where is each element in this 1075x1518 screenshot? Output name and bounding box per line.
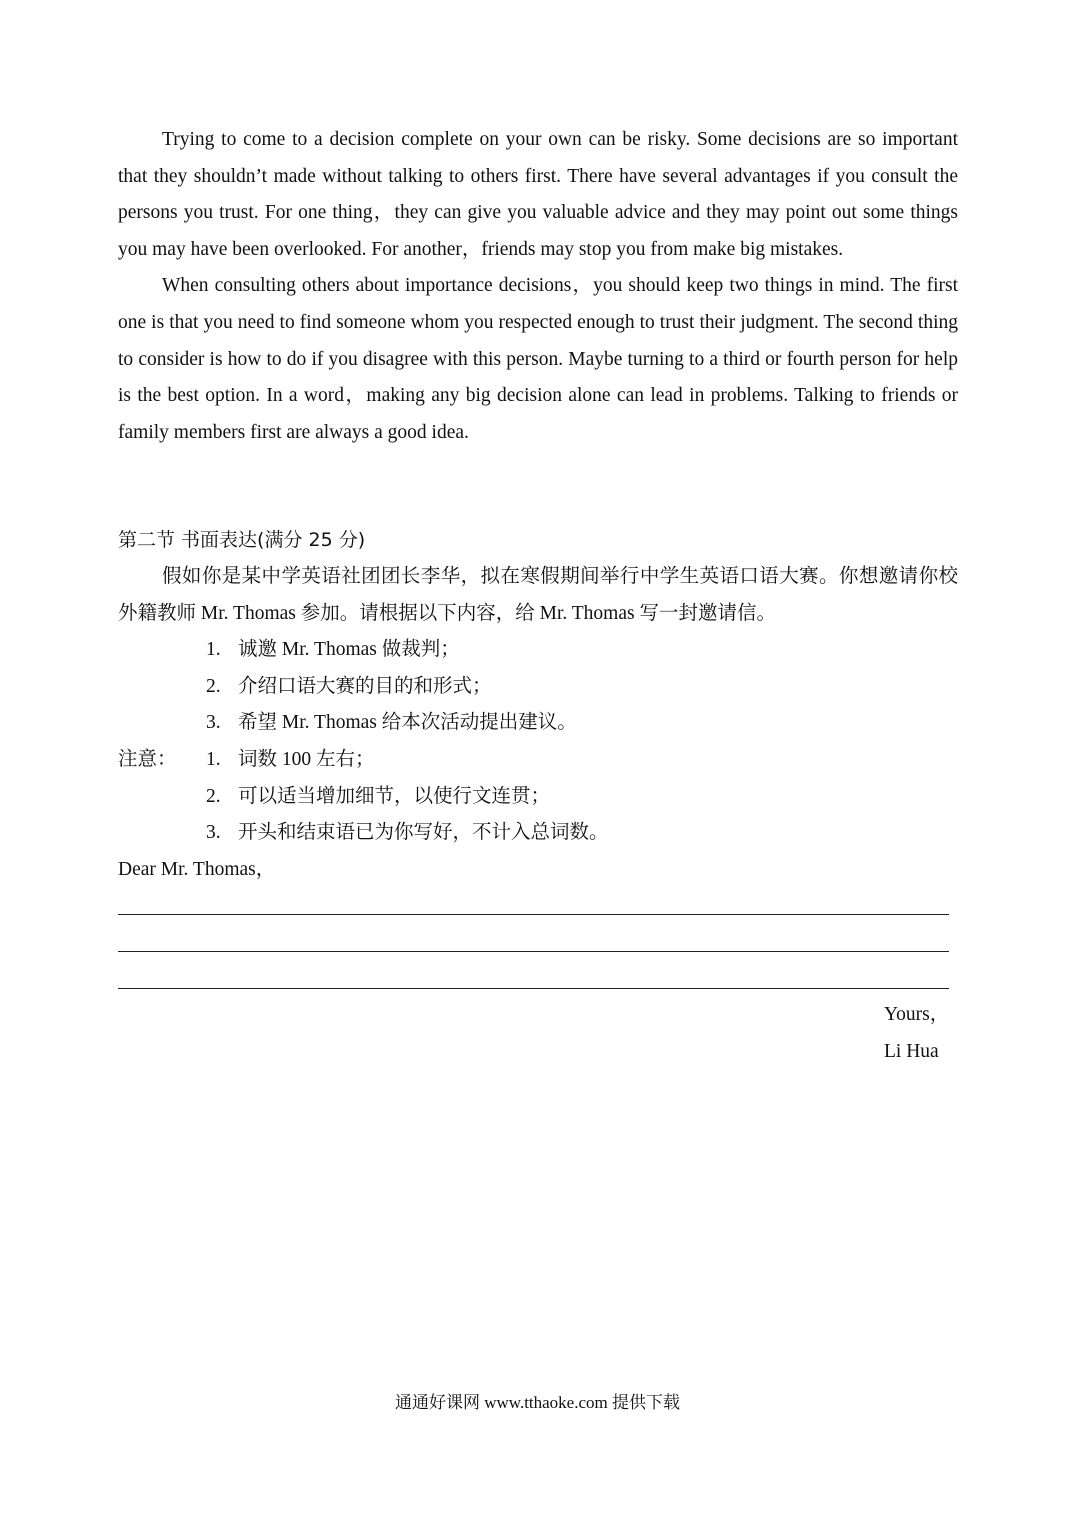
note-text: 开头和结束语已为你写好，不计入总词数。 bbox=[238, 822, 609, 843]
letter-signature: Li Hua bbox=[884, 1041, 939, 1062]
passage-paragraph-1: Trying to come to a decision complete on your own can be risky. Some decisions are so important that they shouldn’t made without talking to others first. There have several advantages if you consult the persons you trust. For one thing，they can give you valuable advice and they may point out some things you may have been overlooked. For another，friends may stop you from make big mistakes. bbox=[118, 129, 958, 260]
note-number: 3. bbox=[206, 822, 221, 843]
section-title: 第二节 书面表达(满分 25 分) bbox=[118, 529, 366, 551]
note-number: 1. bbox=[206, 749, 221, 770]
page-footer: 通通好课网 www.tthaoke.com 提供下载 bbox=[394, 1393, 681, 1412]
note-item bbox=[206, 779, 550, 816]
requirement-number: 3. bbox=[206, 712, 221, 733]
requirement-text: 希望 Mr. Thomas 给本次活动提出建议。 bbox=[238, 712, 577, 733]
note-text: 词数 100 左右； bbox=[238, 749, 375, 770]
answer-line bbox=[118, 914, 949, 915]
requirement-number: 1. bbox=[206, 639, 221, 660]
requirement-text: 诚邀 Mr. Thomas 做裁判； bbox=[238, 639, 460, 660]
answer-line bbox=[118, 988, 949, 989]
note-item bbox=[206, 742, 375, 779]
requirement-item bbox=[206, 669, 492, 706]
notes-label: 注意： bbox=[118, 749, 177, 770]
note-number: 2. bbox=[206, 786, 221, 807]
requirement-text: 介绍口语大赛的目的和形式； bbox=[238, 676, 492, 697]
error-correction-passage bbox=[118, 122, 958, 451]
writing-task-prompt: 假如你是某中学英语社团团长李华，拟在寒假期间举行中学生英语口语大赛。你想邀请你校外籍教师 Mr. Thomas 参加。请根据以下内容，给 Mr. Thomas 写一封邀请信。 bbox=[118, 566, 958, 624]
passage-paragraph-2: When consulting others about importance decisions，you should keep two things in mind. The first one is that you need to find someone whom you respected enough to trust their judgment. The second thing to consider is how to do if you disagree with this person. Maybe turning to a third or fourth person for help is the best option. In a word，making any big decision alone can lead in problems. Talking to friends or family members first are always a good idea. bbox=[118, 275, 958, 443]
requirement-item bbox=[206, 705, 577, 742]
requirement-number: 2. bbox=[206, 676, 221, 697]
answer-line bbox=[118, 951, 949, 952]
letter-salutation: Dear Mr. Thomas， bbox=[118, 859, 276, 880]
note-item bbox=[206, 815, 609, 852]
requirement-item bbox=[206, 632, 460, 669]
letter-closing: Yours， bbox=[884, 1004, 950, 1025]
note-text: 可以适当增加细节，以使行文连贯； bbox=[238, 786, 551, 807]
